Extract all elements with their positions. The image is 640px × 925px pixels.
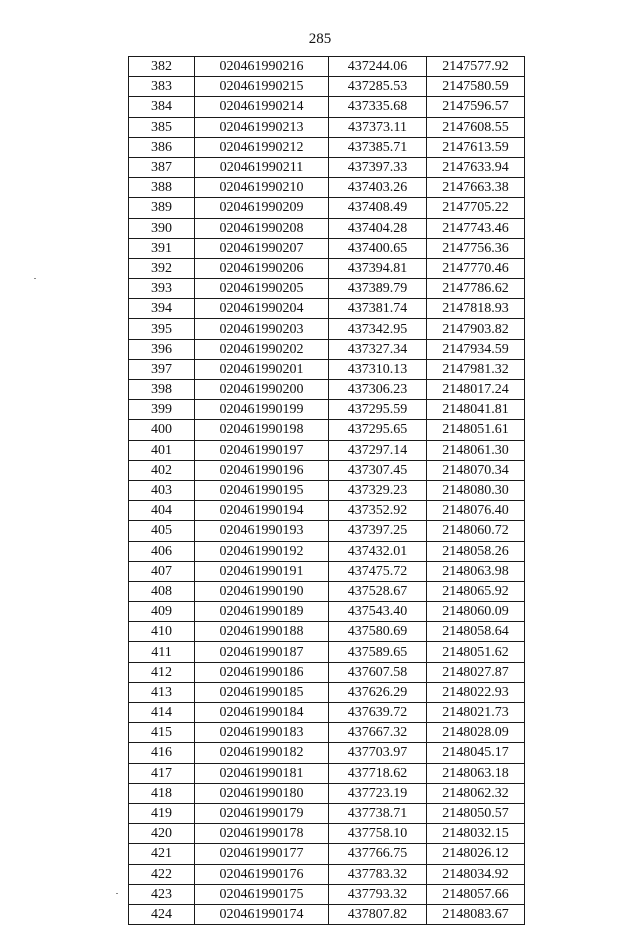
point-code-cell: 020461990210 (195, 178, 329, 198)
point-number-cell: 408 (129, 581, 195, 601)
table-row (129, 339, 525, 359)
x-coordinate-cell: 437432.01 (329, 541, 427, 561)
y-coordinate-cell: 2147981.32 (427, 359, 525, 379)
y-coordinate-cell: 2148027.87 (427, 662, 525, 682)
x-coordinate-cell: 437335.68 (329, 97, 427, 117)
table-row (129, 884, 525, 904)
x-coordinate-cell: 437306.23 (329, 380, 427, 400)
x-coordinate-cell: 437295.65 (329, 420, 427, 440)
y-coordinate-cell: 2148017.24 (427, 380, 525, 400)
y-coordinate-cell: 2148083.67 (427, 904, 525, 924)
x-coordinate-cell: 437244.06 (329, 57, 427, 77)
point-code-cell: 020461990183 (195, 723, 329, 743)
point-number-cell: 405 (129, 521, 195, 541)
y-coordinate-cell: 2148058.64 (427, 622, 525, 642)
table-row (129, 783, 525, 803)
point-number-cell: 409 (129, 602, 195, 622)
point-code-cell: 020461990216 (195, 57, 329, 77)
y-coordinate-cell: 2147580.59 (427, 77, 525, 97)
y-coordinate-cell: 2148058.26 (427, 541, 525, 561)
point-number-cell: 406 (129, 541, 195, 561)
point-number-cell: 392 (129, 258, 195, 278)
table-row (129, 642, 525, 662)
point-number-cell: 387 (129, 157, 195, 177)
point-code-cell: 020461990187 (195, 642, 329, 662)
point-number-cell: 385 (129, 117, 195, 137)
table-row (129, 682, 525, 702)
point-code-cell: 020461990179 (195, 803, 329, 823)
y-coordinate-cell: 2147818.93 (427, 299, 525, 319)
y-coordinate-cell: 2148065.92 (427, 581, 525, 601)
table-row (129, 117, 525, 137)
x-coordinate-cell: 437342.95 (329, 319, 427, 339)
point-code-cell: 020461990202 (195, 339, 329, 359)
point-code-cell: 020461990186 (195, 662, 329, 682)
point-code-cell: 020461990211 (195, 157, 329, 177)
x-coordinate-cell: 437580.69 (329, 622, 427, 642)
coordinate-table-body (129, 57, 525, 925)
table-row (129, 763, 525, 783)
point-code-cell: 020461990206 (195, 258, 329, 278)
x-coordinate-cell: 437285.53 (329, 77, 427, 97)
table-row (129, 57, 525, 77)
point-code-cell: 020461990177 (195, 844, 329, 864)
point-code-cell: 020461990193 (195, 521, 329, 541)
point-number-cell: 407 (129, 561, 195, 581)
point-number-cell: 412 (129, 662, 195, 682)
point-number-cell: 421 (129, 844, 195, 864)
x-coordinate-cell: 437297.14 (329, 440, 427, 460)
point-number-cell: 422 (129, 864, 195, 884)
point-code-cell: 020461990196 (195, 460, 329, 480)
table-row (129, 420, 525, 440)
point-number-cell: 414 (129, 703, 195, 723)
y-coordinate-cell: 2147608.55 (427, 117, 525, 137)
point-code-cell: 020461990185 (195, 682, 329, 702)
y-coordinate-cell: 2147596.57 (427, 97, 525, 117)
y-coordinate-cell: 2147743.46 (427, 218, 525, 238)
point-number-cell: 384 (129, 97, 195, 117)
y-coordinate-cell: 2147633.94 (427, 157, 525, 177)
table-row (129, 319, 525, 339)
point-number-cell: 404 (129, 501, 195, 521)
y-coordinate-cell: 2147577.92 (427, 57, 525, 77)
point-number-cell: 415 (129, 723, 195, 743)
point-number-cell: 388 (129, 178, 195, 198)
point-number-cell: 394 (129, 299, 195, 319)
y-coordinate-cell: 2148063.98 (427, 561, 525, 581)
point-number-cell: 413 (129, 682, 195, 702)
y-coordinate-cell: 2147705.22 (427, 198, 525, 218)
x-coordinate-cell: 437307.45 (329, 460, 427, 480)
table-row (129, 561, 525, 581)
table-row (129, 844, 525, 864)
point-number-cell: 400 (129, 420, 195, 440)
y-coordinate-cell: 2148021.73 (427, 703, 525, 723)
y-coordinate-cell: 2148022.93 (427, 682, 525, 702)
y-coordinate-cell: 2148050.57 (427, 803, 525, 823)
x-coordinate-cell: 437667.32 (329, 723, 427, 743)
point-code-cell: 020461990190 (195, 581, 329, 601)
table-row (129, 460, 525, 480)
x-coordinate-cell: 437327.34 (329, 339, 427, 359)
point-code-cell: 020461990180 (195, 783, 329, 803)
point-code-cell: 020461990197 (195, 440, 329, 460)
point-code-cell: 020461990200 (195, 380, 329, 400)
point-code-cell: 020461990174 (195, 904, 329, 924)
point-code-cell: 020461990212 (195, 137, 329, 157)
table-row (129, 904, 525, 924)
point-code-cell: 020461990195 (195, 480, 329, 500)
point-number-cell: 417 (129, 763, 195, 783)
y-coordinate-cell: 2148034.92 (427, 864, 525, 884)
table-row (129, 602, 525, 622)
table-row (129, 380, 525, 400)
y-coordinate-cell: 2148057.66 (427, 884, 525, 904)
x-coordinate-cell: 437766.75 (329, 844, 427, 864)
point-code-cell: 020461990191 (195, 561, 329, 581)
table-row (129, 480, 525, 500)
x-coordinate-cell: 437475.72 (329, 561, 427, 581)
table-row (129, 541, 525, 561)
y-coordinate-cell: 2147613.59 (427, 137, 525, 157)
point-number-cell: 423 (129, 884, 195, 904)
table-row (129, 743, 525, 763)
y-coordinate-cell: 2148045.17 (427, 743, 525, 763)
point-number-cell: 420 (129, 824, 195, 844)
y-coordinate-cell: 2148028.09 (427, 723, 525, 743)
x-coordinate-cell: 437403.26 (329, 178, 427, 198)
x-coordinate-cell: 437394.81 (329, 258, 427, 278)
x-coordinate-cell: 437385.71 (329, 137, 427, 157)
x-coordinate-cell: 437703.97 (329, 743, 427, 763)
point-number-cell: 411 (129, 642, 195, 662)
x-coordinate-cell: 437404.28 (329, 218, 427, 238)
x-coordinate-cell: 437373.11 (329, 117, 427, 137)
y-coordinate-cell: 2147770.46 (427, 258, 525, 278)
table-row (129, 137, 525, 157)
table-row (129, 581, 525, 601)
x-coordinate-cell: 437758.10 (329, 824, 427, 844)
point-number-cell: 403 (129, 480, 195, 500)
y-coordinate-cell: 2148032.15 (427, 824, 525, 844)
x-coordinate-cell: 437639.72 (329, 703, 427, 723)
y-coordinate-cell: 2147934.59 (427, 339, 525, 359)
table-row (129, 218, 525, 238)
y-coordinate-cell: 2148070.34 (427, 460, 525, 480)
point-code-cell: 020461990204 (195, 299, 329, 319)
table-row (129, 440, 525, 460)
x-coordinate-cell: 437626.29 (329, 682, 427, 702)
y-coordinate-cell: 2148026.12 (427, 844, 525, 864)
table-row (129, 359, 525, 379)
point-code-cell: 020461990205 (195, 279, 329, 299)
point-number-cell: 416 (129, 743, 195, 763)
point-code-cell: 020461990207 (195, 238, 329, 258)
table-row (129, 157, 525, 177)
point-code-cell: 020461990201 (195, 359, 329, 379)
x-coordinate-cell: 437397.33 (329, 157, 427, 177)
y-coordinate-cell: 2148061.30 (427, 440, 525, 460)
point-code-cell: 020461990198 (195, 420, 329, 440)
y-coordinate-cell: 2147786.62 (427, 279, 525, 299)
y-coordinate-cell: 2148051.62 (427, 642, 525, 662)
x-coordinate-cell: 437408.49 (329, 198, 427, 218)
table-row (129, 662, 525, 682)
point-code-cell: 020461990194 (195, 501, 329, 521)
x-coordinate-cell: 437589.65 (329, 642, 427, 662)
point-number-cell: 399 (129, 400, 195, 420)
y-coordinate-cell: 2148063.18 (427, 763, 525, 783)
point-number-cell: 389 (129, 198, 195, 218)
table-row (129, 803, 525, 823)
x-coordinate-cell: 437807.82 (329, 904, 427, 924)
x-coordinate-cell: 437329.23 (329, 480, 427, 500)
point-number-cell: 391 (129, 238, 195, 258)
x-coordinate-cell: 437718.62 (329, 763, 427, 783)
point-code-cell: 020461990189 (195, 602, 329, 622)
point-code-cell: 020461990181 (195, 763, 329, 783)
point-number-cell: 390 (129, 218, 195, 238)
point-code-cell: 020461990188 (195, 622, 329, 642)
y-coordinate-cell: 2148060.09 (427, 602, 525, 622)
point-code-cell: 020461990213 (195, 117, 329, 137)
point-code-cell: 020461990203 (195, 319, 329, 339)
point-number-cell: 419 (129, 803, 195, 823)
table-row (129, 521, 525, 541)
y-coordinate-cell: 2148051.61 (427, 420, 525, 440)
x-coordinate-cell: 437723.19 (329, 783, 427, 803)
point-code-cell: 020461990199 (195, 400, 329, 420)
table-row (129, 723, 525, 743)
x-coordinate-cell: 437381.74 (329, 299, 427, 319)
point-number-cell: 410 (129, 622, 195, 642)
table-row (129, 299, 525, 319)
table-row (129, 622, 525, 642)
table-row (129, 258, 525, 278)
x-coordinate-cell: 437295.59 (329, 400, 427, 420)
scan-speck (116, 893, 118, 894)
coordinate-table (128, 56, 525, 925)
table-row (129, 238, 525, 258)
point-code-cell: 020461990208 (195, 218, 329, 238)
point-number-cell: 396 (129, 339, 195, 359)
point-code-cell: 020461990214 (195, 97, 329, 117)
y-coordinate-cell: 2148080.30 (427, 480, 525, 500)
y-coordinate-cell: 2148076.40 (427, 501, 525, 521)
point-code-cell: 020461990192 (195, 541, 329, 561)
table-row (129, 178, 525, 198)
point-number-cell: 382 (129, 57, 195, 77)
table-row (129, 400, 525, 420)
table-row (129, 501, 525, 521)
x-coordinate-cell: 437397.25 (329, 521, 427, 541)
x-coordinate-cell: 437607.58 (329, 662, 427, 682)
y-coordinate-cell: 2147756.36 (427, 238, 525, 258)
x-coordinate-cell: 437783.32 (329, 864, 427, 884)
scan-speck (34, 278, 36, 279)
point-code-cell: 020461990182 (195, 743, 329, 763)
point-number-cell: 424 (129, 904, 195, 924)
table-row (129, 864, 525, 884)
point-number-cell: 395 (129, 319, 195, 339)
x-coordinate-cell: 437738.71 (329, 803, 427, 823)
x-coordinate-cell: 437352.92 (329, 501, 427, 521)
page-number: 285 (308, 31, 332, 47)
x-coordinate-cell: 437389.79 (329, 279, 427, 299)
point-number-cell: 393 (129, 279, 195, 299)
table-row (129, 279, 525, 299)
table-row (129, 97, 525, 117)
point-number-cell: 383 (129, 77, 195, 97)
point-number-cell: 397 (129, 359, 195, 379)
x-coordinate-cell: 437793.32 (329, 884, 427, 904)
point-number-cell: 402 (129, 460, 195, 480)
point-code-cell: 020461990184 (195, 703, 329, 723)
point-code-cell: 020461990178 (195, 824, 329, 844)
point-code-cell: 020461990175 (195, 884, 329, 904)
y-coordinate-cell: 2147903.82 (427, 319, 525, 339)
y-coordinate-cell: 2147663.38 (427, 178, 525, 198)
y-coordinate-cell: 2148062.32 (427, 783, 525, 803)
point-number-cell: 398 (129, 380, 195, 400)
point-number-cell: 418 (129, 783, 195, 803)
x-coordinate-cell: 437543.40 (329, 602, 427, 622)
x-coordinate-cell: 437528.67 (329, 581, 427, 601)
y-coordinate-cell: 2148060.72 (427, 521, 525, 541)
x-coordinate-cell: 437310.13 (329, 359, 427, 379)
table-row (129, 198, 525, 218)
table-row (129, 824, 525, 844)
y-coordinate-cell: 2148041.81 (427, 400, 525, 420)
table-row (129, 77, 525, 97)
point-number-cell: 401 (129, 440, 195, 460)
x-coordinate-cell: 437400.65 (329, 238, 427, 258)
point-number-cell: 386 (129, 137, 195, 157)
table-row (129, 703, 525, 723)
point-code-cell: 020461990209 (195, 198, 329, 218)
point-code-cell: 020461990215 (195, 77, 329, 97)
point-code-cell: 020461990176 (195, 864, 329, 884)
